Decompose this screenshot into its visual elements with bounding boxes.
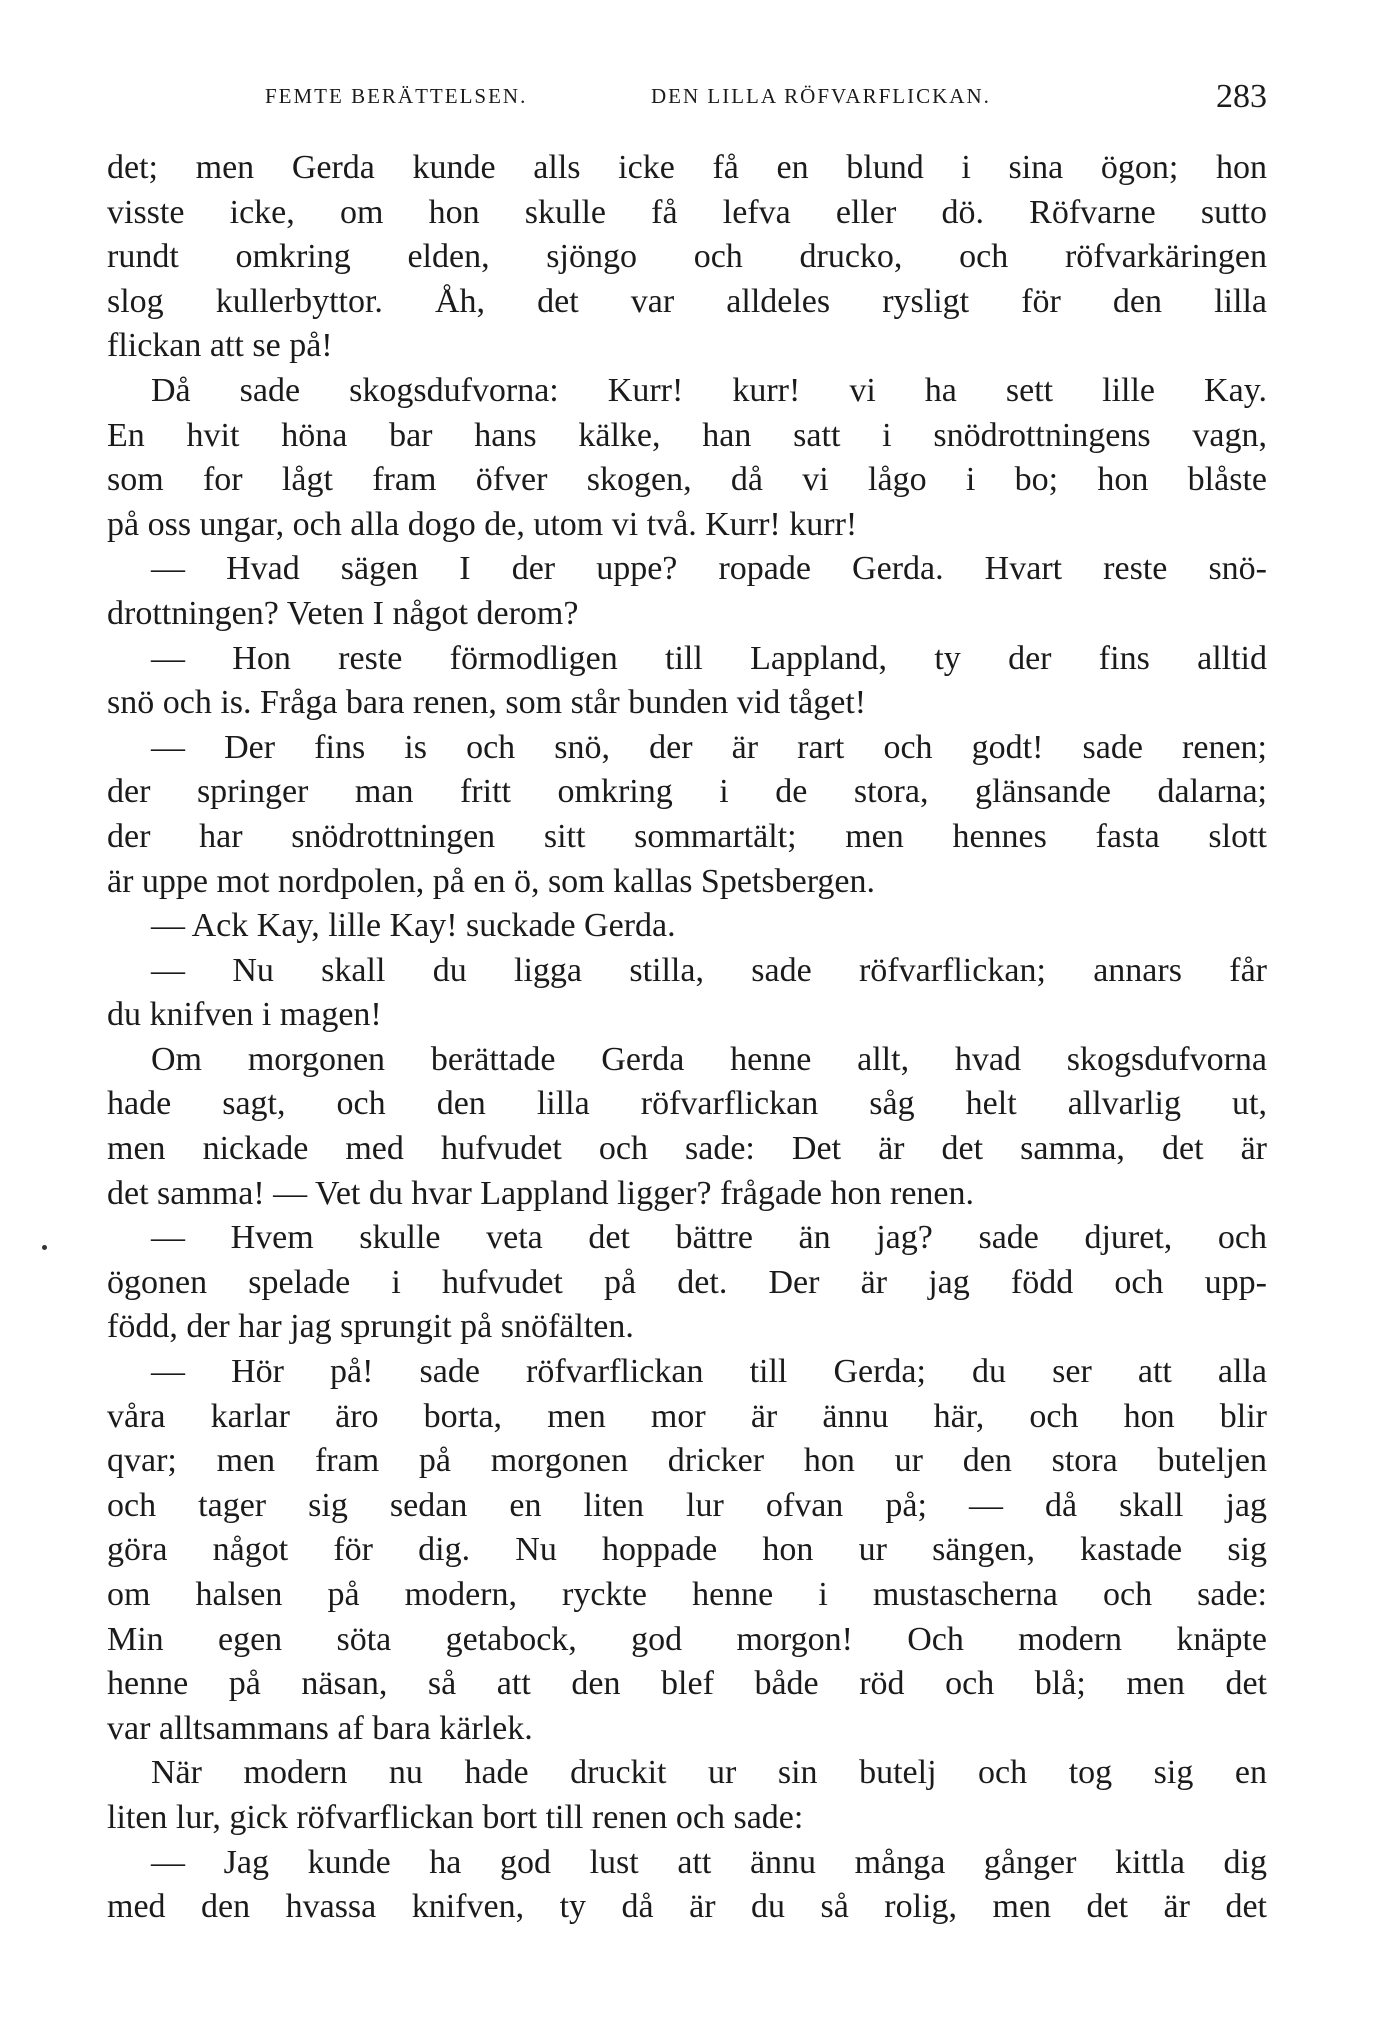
body-text (107, 146, 1267, 1930)
text-line: — Hon reste förmodligen till Lappland, ty der fins alltid (151, 639, 1267, 677)
page-number: 283 (1216, 78, 1267, 115)
text-line: hade sagt, och den lilla röfvarflickan såg helt allvarlig ut, (107, 1085, 1267, 1123)
text-line: född, der har jag sprungit på snöfälten. (107, 1308, 634, 1346)
text-line: En hvit höna bar hans kälke, han satt i snödrottningens vagn, (107, 416, 1267, 454)
text-line: som for lågt fram öfver skogen, då vi lågo i bo; hon blåste (107, 461, 1267, 499)
text-line: rundt omkring elden, sjöngo och drucko, och röfvarkäringen (107, 238, 1267, 276)
text-line: — Hvem skulle veta det bättre än jag? sade djuret, och (151, 1219, 1267, 1257)
text-line: qvar; men fram på morgonen dricker hon ur den stora buteljen (107, 1442, 1267, 1480)
running-head-right: DEN LILLA RÖFVARFLICKAN. (651, 84, 991, 108)
text-line: flickan att se på! (107, 327, 333, 365)
text-line: med den hvassa knifven, ty då är du så rolig, men det är det (107, 1888, 1267, 1926)
text-line: snö och is. Fråga bara renen, som står bunden vid tåget! (107, 684, 867, 722)
text-line: — Hvad sägen I der uppe? ropade Gerda. Hvart reste snö- (151, 550, 1267, 588)
text-line: göra något för dig. Nu hoppade hon ur sängen, kastade sig (107, 1531, 1267, 1569)
text-line: När modern nu hade druckit ur sin butelj och tog sig en (151, 1754, 1267, 1792)
text-line: och tager sig sedan en liten lur ofvan på; — då skall jag (107, 1486, 1267, 1524)
text-line: om halsen på modern, ryckte henne i mustascherna och sade: (107, 1576, 1267, 1613)
text-line: på oss ungar, och alla dogo de, utom vi två. Kurr! kurr! (107, 505, 858, 543)
text-line: — Hör på! sade röfvarflickan till Gerda; du ser att alla (151, 1353, 1267, 1391)
running-head (107, 78, 1267, 134)
text-line: ögonen spelade i hufvudet på det. Der är jag född och upp- (107, 1263, 1267, 1301)
text-line: — Der fins is och snö, der är rart och godt! sade renen; (151, 728, 1267, 766)
text-line: det; men Gerda kunde alls icke få en blund i sina ögon; hon (107, 149, 1267, 186)
text-line: visste icke, om hon skulle få lefva eller dö. Röfvarne sutto (107, 193, 1267, 231)
print-speck (42, 1245, 47, 1250)
text-line: slog kullerbyttor. Åh, det var alldeles rysligt för den lilla (107, 282, 1267, 320)
text-line: — Ack Kay, lille Kay! suckade Gerda. (151, 907, 676, 945)
text-line: Då sade skogsdufvorna: Kurr! kurr! vi ha sett lille Kay. (151, 371, 1267, 409)
text-line: Om morgonen berättade Gerda henne allt, hvad skogsdufvorna (151, 1040, 1267, 1078)
text-line: — Nu skall du ligga stilla, sade röfvarflickan; annars får (151, 951, 1267, 989)
text-line: du knifven i magen! (107, 996, 382, 1034)
text-line: der springer man fritt omkring i de stora, glänsande dalarna; (107, 773, 1267, 811)
book-page (107, 78, 1267, 1926)
running-head-left: FEMTE BERÄTTELSEN. (265, 84, 528, 108)
text-line: der har snödrottningen sitt sommartält; men hennes fasta slott (107, 817, 1267, 855)
text-line: är uppe mot nordpolen, på en ö, som kallas Spetsbergen. (107, 862, 875, 900)
text-line: — Jag kunde ha god lust att ännu många gånger kittla dig (151, 1843, 1267, 1881)
text-line: våra karlar äro borta, men mor är ännu här, och hon blir (107, 1397, 1267, 1435)
text-line: henne på näsan, så att den blef både röd och blå; men det (107, 1665, 1267, 1703)
text-line: var alltsammans af bara kärlek. (107, 1709, 533, 1747)
text-line: det samma! — Vet du hvar Lappland ligger? frågade hon renen. (107, 1174, 974, 1212)
text-line: drottningen? Veten I något derom? (107, 594, 579, 632)
text-line: men nickade med hufvudet och sade: Det är det samma, det är (107, 1130, 1267, 1168)
text-line: liten lur, gick röfvarflickan bort till renen och sade: (107, 1798, 804, 1836)
text-line: Min egen söta getabock, god morgon! Och modern knäpte (107, 1620, 1267, 1658)
